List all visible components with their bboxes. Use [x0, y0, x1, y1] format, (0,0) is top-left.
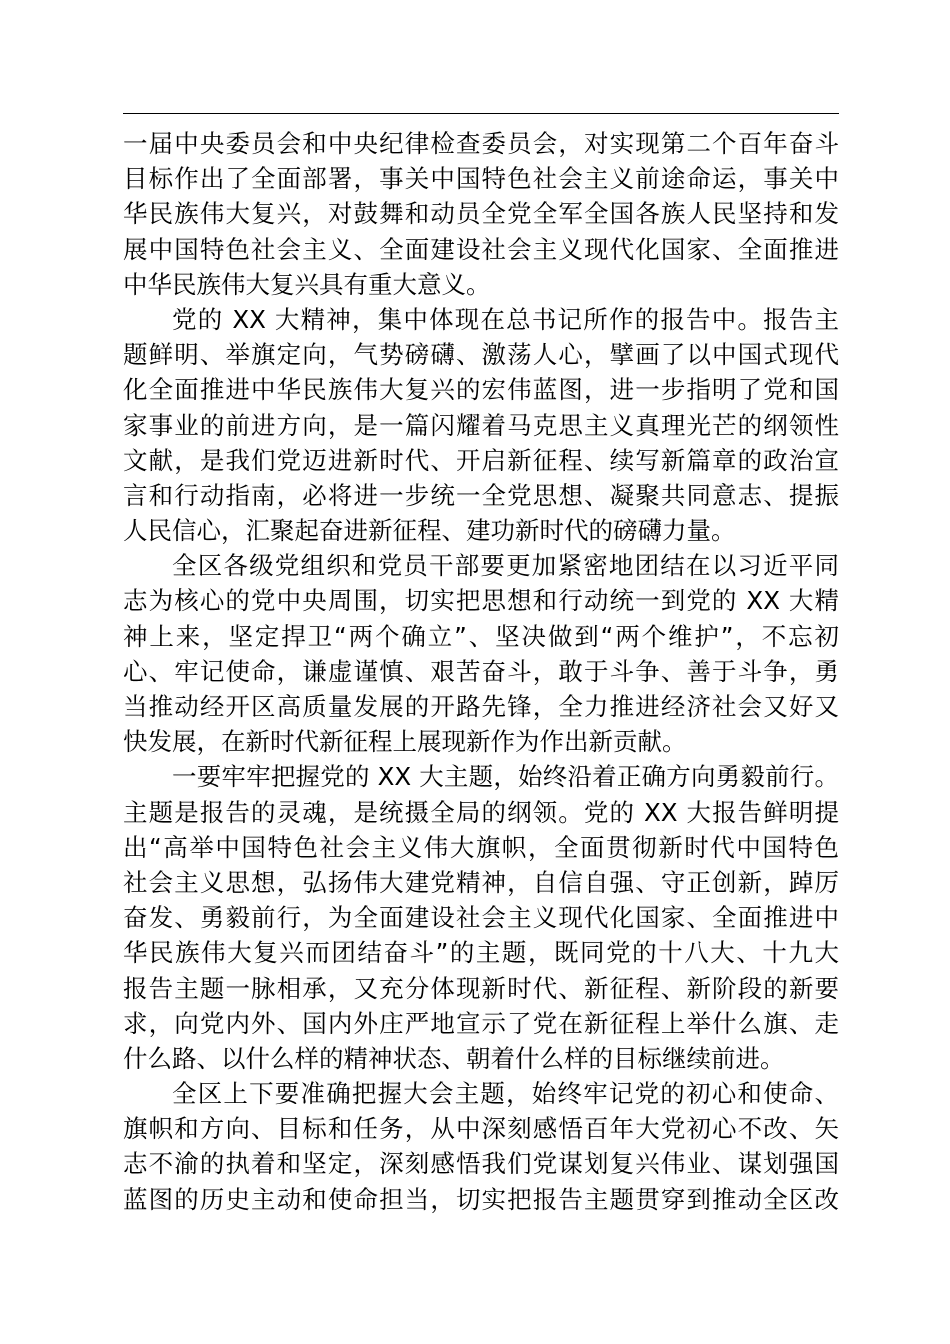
text-line: 言和行动指南，必将进一步统一全党思想、凝聚共同意志、提振	[123, 480, 839, 510]
text-line: 出“高举中国特色社会主义伟大旗帜，全面贯彻新时代中国特色	[123, 832, 839, 862]
text-line: 志不渝的执着和坚定，深刻感悟我们党谋划复兴伟业、谋划强国	[123, 1149, 839, 1179]
text-line: 奋发、勇毅前行，为全面建设社会主义现代化国家、全面推进中	[123, 903, 839, 933]
text-line: 目标作出了全面部署，事关中国特色社会主义前途命运，事关中	[123, 164, 839, 194]
text-line: 心、牢记使命，谦虚谨慎、艰苦奋斗，敢于斗争、善于斗争，勇	[123, 656, 839, 686]
text-line: 家事业的前进方向，是一篇闪耀着马克思主义真理光芒的纲领性	[123, 410, 839, 440]
text-line: 一届中央委员会和中央纪律检查委员会，对实现第二个百年奋斗	[123, 129, 839, 158]
text-line: 题鲜明、举旗定向，气势磅礴、激荡人心，擘画了以中国式现代	[123, 340, 839, 370]
text-line: 旗帜和方向、目标和任务，从中深刻感悟百年大党初心不改、矢	[123, 1114, 839, 1144]
text-line: 中华民族伟大复兴具有重大意义。	[123, 269, 491, 299]
text-line: 报告主题一脉相承，又充分体现新时代、新征程、新阶段的新要	[123, 973, 839, 1003]
text-line: 当推动经开区高质量发展的开路先锋，全力推进经济社会又好又	[123, 692, 839, 721]
text-line: 主题是报告的灵魂，是统摄全局的纲领。党的 XX 大报告鲜明提	[123, 797, 839, 827]
text-line: 文献，是我们党迈进新时代、开启新征程、续写新篇章的政治宣	[123, 445, 839, 475]
paragraph	[123, 759, 839, 1076]
text-line: 社会主义思想，弘扬伟大建党精神，自信自强、守正创新，踔厉	[123, 867, 839, 897]
text-line: 化全面推进中华民族伟大复兴的宏伟蓝图，进一步指明了党和国	[123, 375, 839, 405]
text-line: 全区上下要准确把握大会主题，始终牢记党的初心和使命、	[172, 1079, 839, 1109]
text-line: 蓝图的历史主动和使命担当，切实把报告主题贯穿到推动全区改	[123, 1184, 839, 1214]
text-line: 求，向党内外、国内外庄严地宣示了党在新征程上举什么旗、走	[123, 1008, 839, 1038]
text-line: 一要牢牢把握党的 XX 大主题，始终沿着正确方向勇毅前行。	[172, 762, 839, 792]
text-line: 人民信心，汇聚起奋进新征程、建功新时代的磅礴力量。	[123, 516, 736, 546]
document-body	[123, 126, 839, 1217]
text-line: 神上来，坚定捍卫“两个确立”、坚决做到“两个维护”，不忘初	[123, 621, 839, 651]
text-line: 全区各级党组织和党员干部要更加紧密地团结在以习近平同	[172, 551, 839, 581]
text-line: 志为核心的党中央周围，切实把思想和行动统一到党的 XX 大精	[123, 586, 839, 616]
text-line: 党的 XX 大精神，集中体现在总书记所作的报告中。报告主	[172, 304, 839, 334]
header-rule	[123, 113, 839, 114]
text-line: 华民族伟大复兴，对鼓舞和动员全党全军全国各族人民坚持和发	[123, 199, 839, 229]
paragraph	[123, 302, 839, 548]
text-line: 展中国特色社会主义、全面建设社会主义现代化国家、全面推进	[123, 234, 839, 264]
text-line: 快发展，在新时代新征程上展现新作为作出新贡献。	[123, 727, 687, 757]
text-line: 华民族伟大复兴而团结奋斗”的主题，既同党的十八大、十九大	[123, 938, 839, 968]
paragraph	[123, 548, 839, 759]
text-line: 什么路、以什么样的精神状态、朝着什么样的目标继续前进。	[123, 1043, 785, 1073]
paragraph	[123, 126, 839, 302]
paragraph	[123, 1076, 839, 1217]
